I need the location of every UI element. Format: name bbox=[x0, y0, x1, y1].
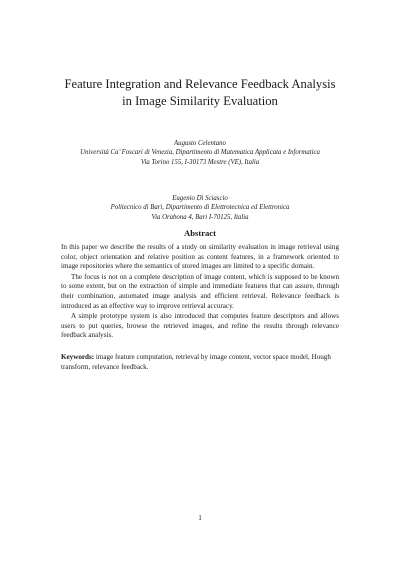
abstract-heading: Abstract bbox=[184, 228, 216, 238]
author-name: Eugenio Di Sciascio bbox=[172, 195, 228, 202]
paper-title bbox=[40, 76, 360, 110]
abstract-paragraph: The focus is not on a complete description of image content, which is supposed to be known to some extent, but on the extraction of simple and immediate features that can assure, through their combination, automated image analysis and efficient retrieval. Relevance feedback is introduced as an effective way to improve retrieval accuracy. bbox=[61, 272, 339, 310]
page-number: 1 bbox=[198, 514, 202, 522]
abstract-paragraph: A simple prototype system is also introduced that computes feature descriptors and allows users to put queries, browse the retrieved images, and refine the results through relevance feedback analysis. bbox=[61, 312, 339, 340]
author-address: Via Orabona 4, Bari I-70125, Italia bbox=[151, 213, 249, 221]
abstract-paragraph: In this paper we describe the results of a study on similarity evaluation in image retrieval using color, object orientation and relative position as content features, in a framework oriented to image repositories where the semantics of stored images are limited to a specific domain. bbox=[61, 243, 339, 271]
author-address: Via Torino 155, I-30173 Mestre (VE), Italia bbox=[140, 158, 260, 166]
paper-title-line-2: in Image Similarity Evaluation bbox=[122, 94, 278, 108]
paper-title-line-1: Feature Integration and Relevance Feedback Analysis bbox=[64, 77, 336, 91]
keywords bbox=[61, 353, 339, 372]
author-block-2 bbox=[40, 194, 360, 222]
keywords-label: Keywords: bbox=[61, 353, 95, 361]
author-affiliation: Politecnico di Bari, Dipartimento di Elettrotecnica ed Elettronica bbox=[110, 204, 290, 212]
author-block-1 bbox=[40, 139, 360, 167]
author-affiliation: Università Ca’ Foscari di Venezia, Dipartimento di Matematica Applicata e Informatica bbox=[80, 149, 320, 157]
keywords-text: image feature computation, retrieval by image content, vector space model, Hough transform, relevance feedback. bbox=[61, 353, 331, 371]
author-name: Augusto Celentano bbox=[174, 140, 226, 147]
abstract-body bbox=[61, 243, 339, 342]
